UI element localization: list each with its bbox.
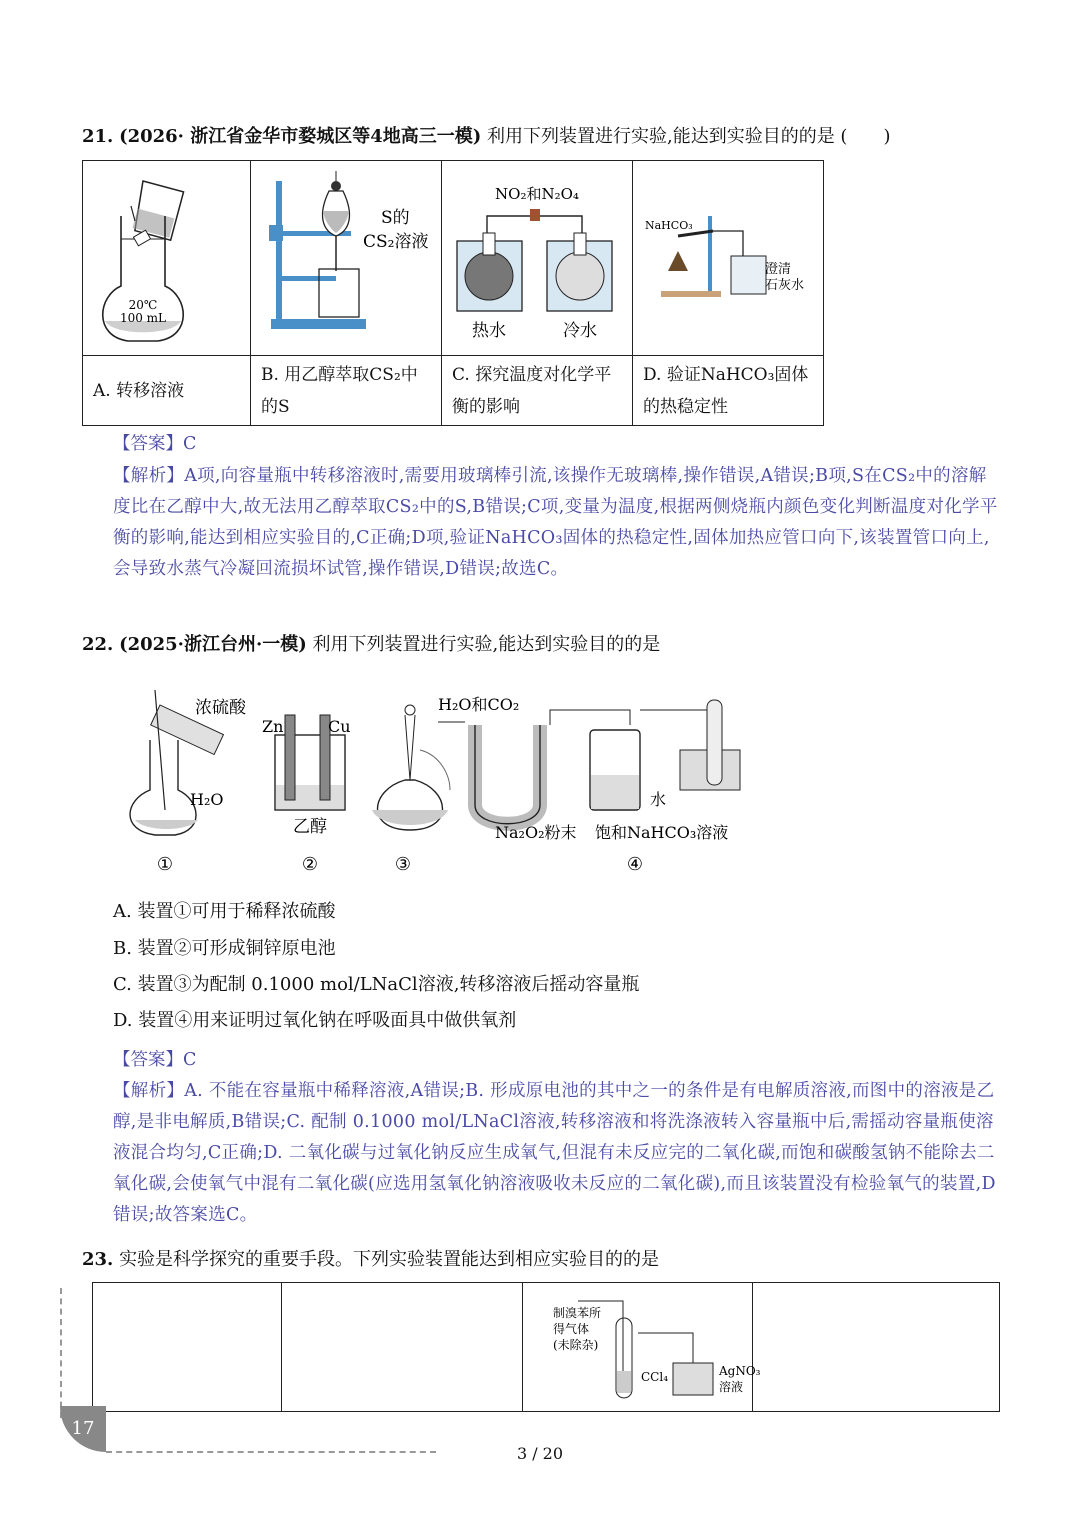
q23-table bbox=[92, 1282, 1000, 1412]
q22-option-a: A. 装置①可用于稀释浓硫酸 bbox=[113, 901, 336, 922]
agno3-label-1: AgNO₃ bbox=[719, 1364, 761, 1378]
water-label-2: 水 bbox=[650, 790, 667, 809]
q22-figure bbox=[120, 680, 780, 880]
cu-label: Cu bbox=[328, 717, 351, 736]
acid-label: 浓硫酸 bbox=[195, 698, 246, 718]
d-solid-label: NaHCO₃ bbox=[645, 219, 693, 232]
q21-option-b: B. 用乙醇萃取CS₂中的S bbox=[251, 356, 442, 426]
q21-figure-a bbox=[83, 161, 251, 356]
q22-source: (2025·浙江台州·一模) bbox=[119, 634, 307, 655]
d-lime-label1: 澄清 bbox=[765, 262, 792, 277]
num-3: ③ bbox=[394, 854, 412, 875]
ccl4-label: CCl₄ bbox=[641, 1370, 669, 1384]
q22-question: 利用下列装置进行实验,能达到实验目的的是 bbox=[312, 634, 661, 655]
q21-option-c: C. 探究温度对化学平衡的影响 bbox=[442, 356, 633, 426]
page-badge: 17 bbox=[60, 1406, 106, 1452]
q23-number: 23. bbox=[82, 1249, 114, 1270]
ethanol-label: 乙醇 bbox=[293, 817, 327, 837]
gas-label-1: 制溴苯所 bbox=[553, 1306, 602, 1320]
q23-cell-d bbox=[752, 1283, 999, 1412]
agno3-label-2: 溶液 bbox=[719, 1380, 744, 1394]
flask-label-line2: 100 mL bbox=[119, 311, 167, 325]
separatory-funnel-figure bbox=[251, 161, 441, 351]
c-cold-label: 冷水 bbox=[563, 321, 597, 341]
num-4: ④ bbox=[626, 854, 644, 875]
q23-stem bbox=[82, 1247, 659, 1273]
water-label-1: H₂O bbox=[190, 790, 224, 809]
q23-cell-c bbox=[523, 1283, 761, 1412]
gas-in-label: H₂O和CO₂ bbox=[438, 695, 520, 714]
q23-question: 实验是科学探究的重要手段。下列实验装置能达到相应实验目的的是 bbox=[119, 1249, 660, 1270]
q21-figure-d bbox=[633, 161, 824, 356]
no2-equilibrium-figure bbox=[442, 161, 632, 351]
q21-question: 利用下列装置进行实验,能达到实验目的的是 ( ) bbox=[486, 126, 891, 147]
apparatus-4 bbox=[438, 695, 740, 875]
bromobenzene-gas-figure bbox=[523, 1283, 761, 1407]
q22-option-d: D. 装置④用来证明过氧化钠在呼吸面具中做供氧剂 bbox=[113, 1010, 517, 1031]
q21-figure-c bbox=[442, 161, 633, 356]
q22-option-b: B. 装置②可形成铜锌原电池 bbox=[113, 938, 336, 959]
q21-answer: 【答案】C bbox=[113, 434, 197, 454]
zn-label: Zn bbox=[262, 717, 284, 736]
na2o2-label: Na₂O₂粉末 bbox=[495, 823, 577, 842]
page-number: 3 / 20 bbox=[516, 1444, 564, 1463]
volumetric-flask-figure bbox=[83, 161, 250, 351]
q21-number: 21. bbox=[82, 126, 114, 147]
q21-analysis: 【解析】A项,向容量瓶中转移溶液时,需要用玻璃棒引流,该操作无玻璃棒,操作错误,A错误;B项,S在CS₂中的溶解度比在乙醇中大,故无法用乙醇萃取CS₂中的S,B错误;C项,变量为温度,根据两侧烧瓶内颜色变化判断温度对化学平衡的影响,能达到相应实验目的,C正确;D项,验证NaHCO₃固体的热稳定性,固体加热应管口向下,该装置管口向上,会导致水蒸气冷凝回流损坏试管,操作错误,D错误;故选C。 bbox=[113, 466, 998, 579]
q21-option-a: A. 转移溶液 bbox=[83, 356, 251, 426]
q21-figure-b bbox=[251, 161, 442, 356]
b-label-line2: CS₂溶液 bbox=[363, 232, 429, 252]
num-2: ② bbox=[301, 854, 319, 875]
q23-cell-b bbox=[282, 1283, 523, 1412]
c-gas-label: NO₂和N₂O₄ bbox=[495, 185, 579, 203]
q22-stem bbox=[82, 632, 660, 658]
q21-table bbox=[82, 160, 824, 426]
q23-cell-a bbox=[93, 1283, 282, 1412]
q22-option-c: C. 装置③为配制 0.1000 mol/LNaCl溶液,转移溶液后摇动容量瓶 bbox=[113, 974, 640, 995]
heating-tube-figure bbox=[633, 161, 823, 351]
apparatus-1 bbox=[130, 690, 247, 875]
q21-stem bbox=[82, 124, 890, 150]
num-1: ① bbox=[156, 854, 174, 875]
q22-analysis: 【解析】A. 不能在容量瓶中稀释溶液,A错误;B. 形成原电池的其中之一的条件是有电解质溶液,而图中的溶液是乙醇,是非电解质,B错误;C. 配制 0.1000 mol/LNaCl溶液,转移溶液和将洗涤液转入容量瓶中后,需摇动容量瓶使溶液混合均匀,C正确;D. 二氧化碳与过氧化钠反应生成氧气,但混有未反应完的二氧化碳,而饱和碳酸氢钠不能除去二氧化碳,会使氧气中混有二氧化碳(应选用氢氧化钠溶液吸收未反应的二氧化碳),而且该装置没有检验氧气的装置,D错误;故答案选C。 bbox=[113, 1081, 996, 1225]
c-hot-label: 热水 bbox=[472, 321, 506, 341]
margin-dashed-line bbox=[60, 1288, 62, 1418]
gas-label-2: 得气体 bbox=[553, 1322, 590, 1336]
gas-label-3: (未除杂) bbox=[553, 1338, 599, 1352]
q21-source: (2026· 浙江省金华市婺城区等4地高三一模) bbox=[119, 126, 482, 147]
b-label-line1: S的 bbox=[381, 208, 410, 228]
apparatus-3 bbox=[372, 705, 450, 875]
q22-number: 22. bbox=[82, 634, 114, 655]
d-lime-label2: 石灰水 bbox=[765, 278, 805, 293]
flask-label-line1: 20℃ bbox=[128, 298, 158, 312]
q21-option-d: D. 验证NaHCO₃固体的热稳定性 bbox=[633, 356, 824, 426]
nahco3-label: 饱和NaHCO₃溶液 bbox=[595, 823, 729, 842]
q22-answer: 【答案】C bbox=[113, 1050, 197, 1070]
apparatus-2 bbox=[262, 715, 351, 875]
